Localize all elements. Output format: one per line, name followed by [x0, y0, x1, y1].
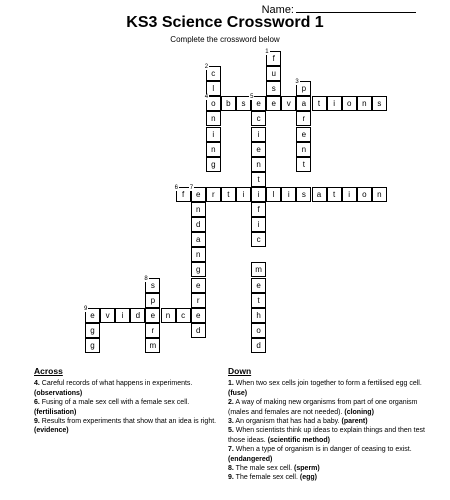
- clue-item-text: The male sex cell.: [235, 465, 293, 473]
- crossword-cell[interactable]: [296, 127, 311, 142]
- crossword-cell[interactable]: [281, 96, 296, 111]
- cell-letter: n: [165, 310, 171, 320]
- cell-letter: l: [212, 84, 215, 94]
- cell-letter: v: [105, 310, 110, 320]
- clue-item-number: 8.: [228, 465, 234, 473]
- cell-letter: p: [301, 84, 307, 94]
- crossword-cell[interactable]: [189, 184, 206, 202]
- crossword-cell[interactable]: [372, 96, 387, 111]
- crossword-cell[interactable]: [251, 308, 266, 323]
- crossword-cell[interactable]: [357, 96, 372, 111]
- cell-letter: f: [257, 205, 260, 214]
- cell-letter: f: [181, 189, 185, 199]
- clue-number: 7: [189, 184, 194, 191]
- crossword-cell[interactable]: [236, 187, 251, 202]
- cell-letter: a: [301, 99, 307, 109]
- cell-letter: n: [377, 189, 382, 199]
- name-label: Name:: [261, 4, 294, 16]
- crossword-cell[interactable]: [206, 142, 221, 157]
- crossword-cell[interactable]: [85, 338, 100, 353]
- cell-letter: a: [316, 189, 322, 199]
- clue-item-number: 3.: [228, 418, 234, 426]
- cell-letter: t: [227, 189, 230, 199]
- crossword-cell[interactable]: [191, 293, 206, 308]
- clue-number: 4: [204, 94, 209, 101]
- clue-item-text: Results from experiments that show that an idea is right.: [41, 418, 217, 426]
- clue-item: [34, 379, 224, 398]
- cell-letter: i: [212, 129, 215, 139]
- crossword-cell[interactable]: [342, 96, 357, 111]
- cell-letter: o: [346, 99, 352, 109]
- cell-letter: r: [196, 295, 200, 305]
- cell-letter: s: [271, 84, 276, 94]
- clue-number: 1: [265, 49, 269, 55]
- crossword-cell[interactable]: [266, 81, 281, 96]
- crossword-cell[interactable]: [251, 323, 266, 338]
- crossword-cell[interactable]: [145, 308, 160, 323]
- clue-number: 2: [204, 64, 209, 71]
- clue-item-text: The female sex cell.: [235, 474, 298, 482]
- crossword-cell[interactable]: [327, 96, 342, 111]
- crossword-cell[interactable]: [206, 127, 221, 142]
- clue-item: [228, 473, 428, 482]
- crossword-cell[interactable]: [357, 187, 372, 202]
- cell-letter: d: [195, 325, 201, 335]
- clue-item: [228, 445, 428, 464]
- crossword-cell[interactable]: [296, 187, 311, 202]
- cell-letter: i: [257, 189, 260, 199]
- cell-letter: e: [150, 310, 156, 320]
- crossword-cell[interactable]: [296, 81, 311, 96]
- cell-letter: f: [272, 54, 275, 63]
- clue-item-answer: (cloning): [344, 408, 374, 416]
- crossword-cell[interactable]: [251, 157, 266, 172]
- cell-letter: t: [257, 174, 260, 184]
- clue-item: [34, 417, 224, 436]
- down-clue-list: [228, 379, 428, 482]
- clue-number: 8: [144, 275, 148, 282]
- clue-item-number: 7.: [228, 446, 234, 454]
- crossword-cell[interactable]: [281, 187, 296, 202]
- cell-letter: i: [242, 189, 245, 199]
- across-clues: [34, 367, 224, 436]
- crossword-cell[interactable]: [327, 187, 342, 202]
- crossword-cell[interactable]: [145, 338, 160, 353]
- crossword-cell[interactable]: [312, 187, 327, 202]
- clue-item-number: 6.: [34, 399, 40, 407]
- crossword-cell[interactable]: [342, 187, 357, 202]
- cell-letter: i: [333, 99, 335, 109]
- cell-letter: n: [256, 159, 261, 169]
- crossword-cell[interactable]: [206, 96, 221, 111]
- cell-letter: o: [362, 189, 367, 199]
- cell-letter: n: [362, 99, 367, 109]
- clue-number: 3: [295, 79, 299, 86]
- crossword-cell[interactable]: [312, 96, 327, 111]
- cell-letter: n: [195, 250, 201, 260]
- cell-letter: t: [317, 99, 321, 109]
- clue-item-answer: (sperm): [294, 465, 320, 473]
- crossword-cell[interactable]: [296, 157, 311, 172]
- clue-item-text: When two sex cells join together to form a fertilised egg cell.: [235, 380, 422, 388]
- cell-letter: o: [256, 325, 261, 335]
- crossword-cell[interactable]: [221, 96, 236, 111]
- crossword-cell[interactable]: [145, 323, 160, 338]
- crossword-cell[interactable]: [251, 278, 266, 293]
- down-heading: Down: [228, 366, 252, 376]
- clue-item-answer: (observations): [34, 389, 83, 397]
- crossword-cell[interactable]: [84, 305, 100, 323]
- cell-letter: o: [211, 99, 216, 109]
- crossword-cell[interactable]: [206, 187, 221, 202]
- cell-letter: i: [257, 129, 260, 139]
- cell-letter: v: [286, 99, 291, 109]
- cell-letter: e: [195, 280, 201, 290]
- crossword-cell[interactable]: [115, 308, 130, 323]
- clue-item: [228, 398, 428, 417]
- cell-letter: c: [256, 114, 261, 124]
- cell-letter: c: [181, 310, 186, 320]
- clue-item-answer: (fertilisation): [34, 408, 77, 416]
- across-heading: Across: [34, 366, 63, 376]
- crossword-cell[interactable]: [266, 96, 281, 111]
- clue-item-number: 2.: [228, 399, 234, 407]
- page-subtitle: Complete the crossword below: [170, 35, 280, 44]
- clue-item-text: When scientists think up ideas to explain things and then test those ideas.: [228, 427, 425, 444]
- cell-letter: h: [256, 310, 261, 320]
- cell-letter: d: [256, 340, 261, 350]
- crossword-cell[interactable]: [251, 293, 266, 308]
- cell-letter: e: [271, 99, 276, 109]
- cell-letter: e: [195, 310, 201, 320]
- cell-letter: s: [377, 99, 382, 109]
- cell-letter: r: [211, 189, 215, 199]
- crossword-cell[interactable]: [191, 308, 206, 323]
- cell-letter: e: [90, 310, 95, 320]
- clue-number: 5: [250, 94, 254, 101]
- cell-letter: g: [195, 265, 201, 275]
- clue-item-number: 9.: [34, 418, 40, 426]
- crossword-cell[interactable]: [206, 66, 221, 81]
- cell-letter: n: [195, 205, 201, 214]
- clue-number: 9: [84, 305, 88, 312]
- crossword-cell[interactable]: [251, 127, 266, 142]
- cell-letter: n: [301, 144, 307, 154]
- clue-item-answer: (egg): [299, 474, 317, 482]
- crossword-cell[interactable]: [144, 275, 160, 293]
- clue-item-text: Fusing of a male sex cell with a female sex cell.: [41, 399, 190, 407]
- cell-letter: i: [348, 189, 351, 199]
- crossword-cell[interactable]: [176, 308, 191, 323]
- clue-item-text: A way of making new organisms from part of one organism (males and females are not needed).: [228, 399, 418, 416]
- clue-item: [228, 417, 428, 426]
- clue-item-number: 1.: [228, 380, 234, 388]
- cell-letter: u: [271, 69, 276, 79]
- cell-letter: r: [151, 325, 155, 335]
- crossword-cell[interactable]: [266, 187, 281, 202]
- crossword-cell[interactable]: [296, 111, 311, 126]
- clue-item-answer: (endangered): [228, 455, 273, 463]
- clue-number: 6: [174, 184, 178, 191]
- crossword-cell[interactable]: [372, 187, 387, 202]
- down-clues: [228, 367, 428, 483]
- crossword-cell[interactable]: [221, 187, 236, 202]
- crossword-cell[interactable]: [296, 96, 311, 111]
- crossword-cell[interactable]: [251, 202, 266, 217]
- crossword-cell[interactable]: [100, 308, 115, 323]
- crossword-cell[interactable]: [191, 262, 206, 277]
- crossword-cell[interactable]: [206, 111, 221, 126]
- cell-letter: i: [287, 189, 290, 199]
- crossword-cell[interactable]: [85, 323, 100, 338]
- crossword-cell[interactable]: [251, 111, 266, 126]
- crossword-cell[interactable]: [191, 202, 206, 217]
- page-title: KS3 Science Crossword 1: [126, 14, 324, 31]
- cell-letter: n: [211, 144, 216, 154]
- crossword-cell[interactable]: [251, 217, 266, 232]
- clue-item-answer: (parent): [341, 418, 368, 426]
- crossword-cell[interactable]: [251, 172, 266, 187]
- cell-letter: c: [211, 69, 216, 79]
- crossword-cell[interactable]: [251, 232, 266, 247]
- cell-letter: d: [135, 310, 141, 320]
- crossword-cell[interactable]: [145, 293, 160, 308]
- cell-letter: e: [301, 129, 307, 139]
- cell-letter: e: [256, 99, 261, 109]
- crossword-cell[interactable]: [191, 278, 206, 293]
- clue-item-number: 5.: [228, 427, 234, 435]
- cell-letter: e: [195, 189, 201, 199]
- clue-item-text: An organism that has had a baby.: [235, 418, 340, 426]
- crossword-cell[interactable]: [251, 96, 266, 111]
- crossword-cell[interactable]: [296, 142, 311, 157]
- clue-item: [228, 379, 428, 398]
- cell-letter: s: [301, 189, 306, 199]
- cell-letter: n: [211, 114, 216, 124]
- clue-item-answer: (evidence): [34, 427, 69, 435]
- crossword-cell[interactable]: [251, 262, 266, 277]
- crossword-cell[interactable]: [191, 323, 206, 338]
- crossword-cell[interactable]: [251, 142, 266, 157]
- crossword-cell[interactable]: [251, 338, 266, 353]
- cell-letter: e: [256, 280, 261, 290]
- cell-letter: i: [121, 310, 124, 320]
- across-clue-list: [34, 379, 224, 435]
- cell-letter: p: [150, 295, 156, 305]
- clue-item-answer: (scientific method): [267, 436, 330, 444]
- crossword-cell[interactable]: [206, 157, 221, 172]
- clue-item: [34, 398, 224, 417]
- clue-item-number: 9.: [228, 474, 234, 482]
- cell-letter: r: [302, 114, 306, 124]
- clue-item: [228, 464, 428, 473]
- crossword-cell[interactable]: [191, 247, 206, 262]
- cell-letter: m: [255, 265, 262, 275]
- cell-letter: s: [150, 280, 155, 290]
- cell-letter: t: [302, 159, 305, 169]
- cell-letter: g: [211, 159, 216, 169]
- cell-letter: m: [149, 340, 157, 350]
- clue-item-number: 4.: [34, 380, 40, 388]
- cell-letter: a: [195, 235, 201, 245]
- cell-letter: g: [90, 340, 95, 350]
- clue-item-text: Careful records of what happens in experiments.: [41, 380, 193, 388]
- cell-letter: e: [256, 144, 261, 154]
- cell-letter: d: [195, 220, 201, 230]
- crossword-cell[interactable]: [266, 66, 281, 81]
- cell-letter: t: [332, 189, 336, 199]
- crossword-cell[interactable]: [191, 217, 206, 232]
- cell-letter: t: [257, 295, 260, 305]
- crossword-cell[interactable]: [161, 308, 176, 323]
- crossword-cell[interactable]: [130, 308, 145, 323]
- cell-letter: l: [272, 189, 275, 199]
- crossword-cell[interactable]: [266, 51, 281, 66]
- clue-item-answer: (fuse): [228, 389, 248, 397]
- crossword-cell[interactable]: [251, 187, 266, 202]
- clue-item: [228, 426, 428, 445]
- cell-letter: i: [257, 220, 260, 230]
- cell-letter: s: [241, 99, 246, 109]
- crossword-cell[interactable]: [191, 232, 206, 247]
- cell-letter: c: [256, 235, 261, 245]
- clue-item-text: When a type of organism is in danger of ceasing to exist.: [235, 446, 412, 454]
- cell-letter: b: [226, 99, 231, 109]
- cell-letter: g: [90, 325, 95, 335]
